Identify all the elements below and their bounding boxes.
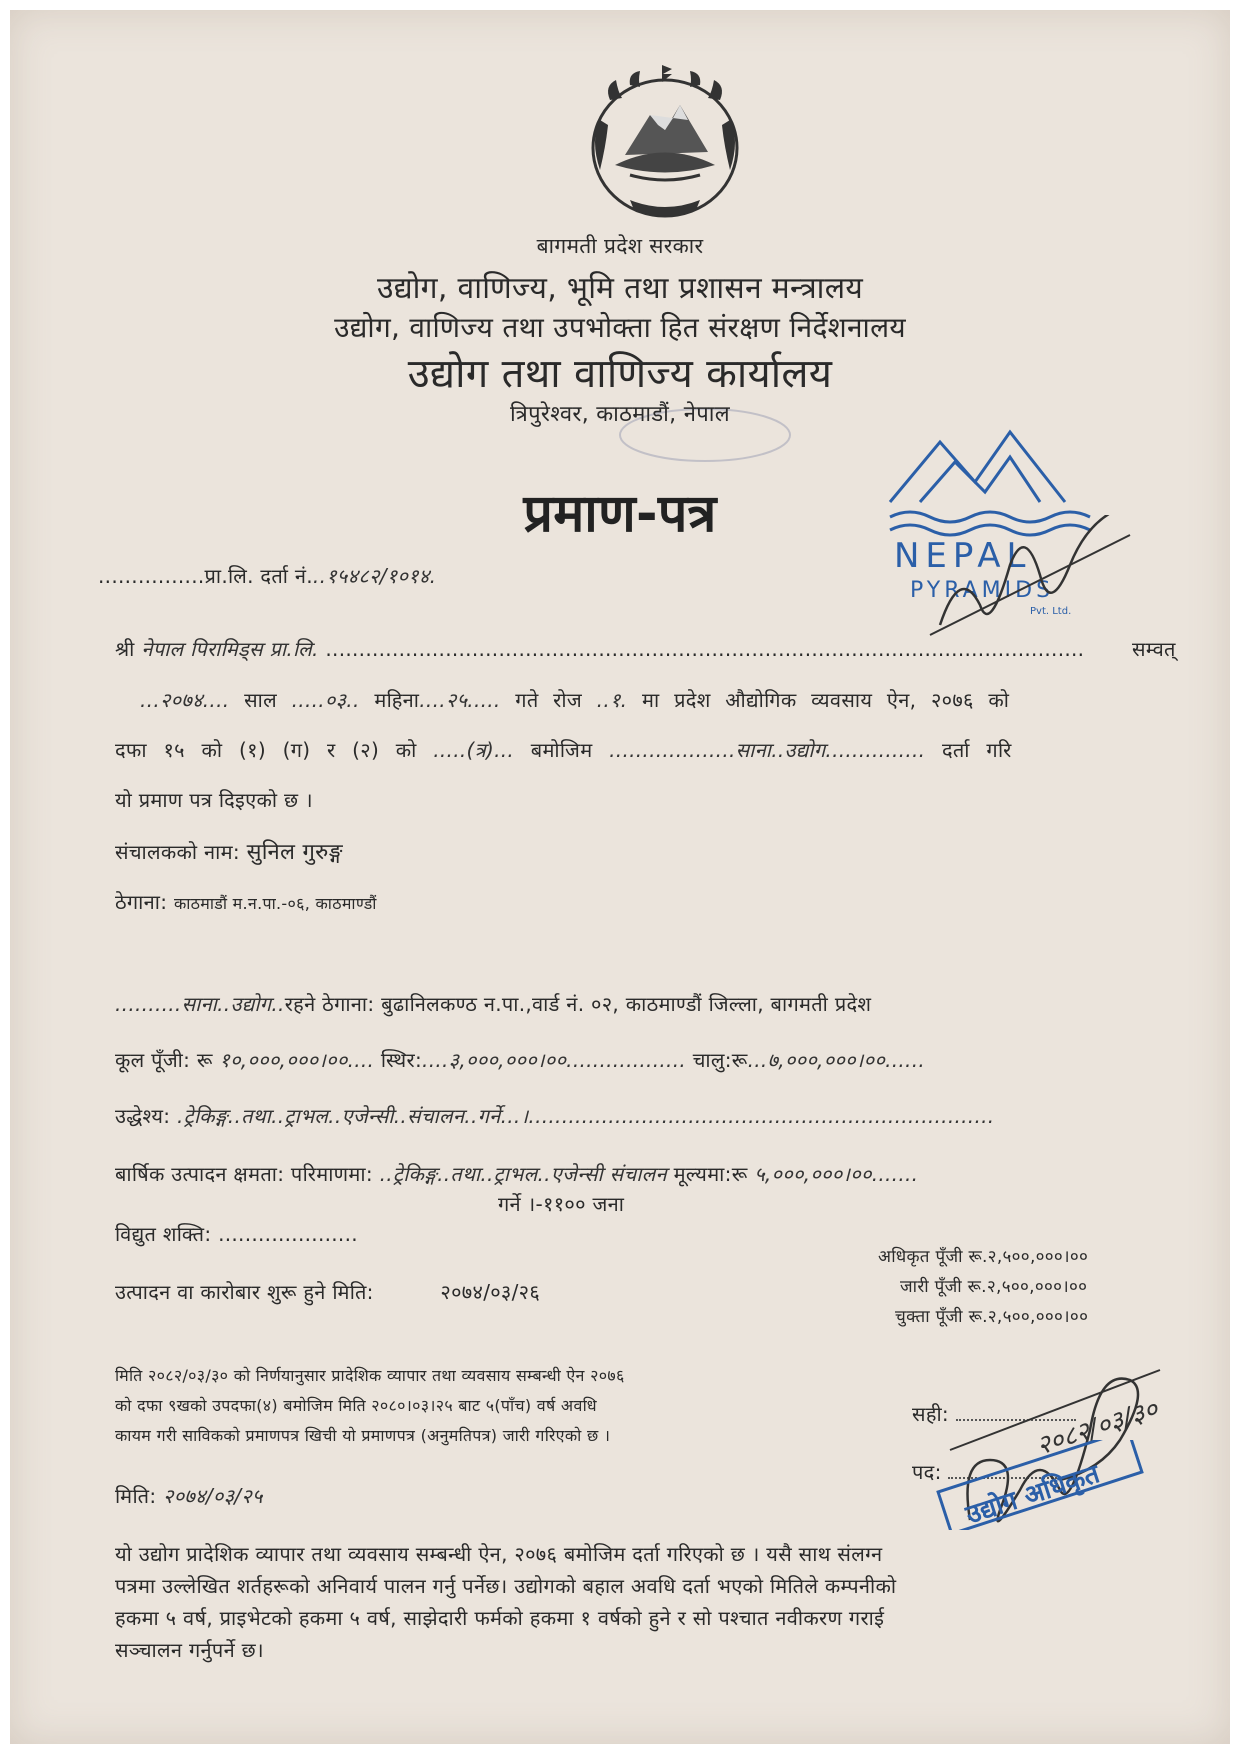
bamojim-label: बमोजिम bbox=[530, 738, 593, 762]
company-logo-subname: PYRAMIDS bbox=[910, 578, 1055, 603]
industry-address-prefix: ..........साना..उद्योग.. bbox=[115, 992, 285, 1016]
company-line bbox=[115, 635, 1084, 662]
total-capital-label: कूल पूँजी: रू bbox=[115, 1048, 213, 1072]
issue-date-line bbox=[115, 1482, 263, 1509]
worth-label: मूल्यमा:रू bbox=[673, 1162, 748, 1186]
objective-line bbox=[115, 1102, 994, 1129]
nepal-emblem-icon bbox=[570, 60, 760, 230]
total-capital-value: १०,०००,०००।००.... bbox=[219, 1048, 375, 1072]
director-address-value: काठमाडौं म.न.पा.-०६, काठमाण्डौं bbox=[173, 894, 377, 913]
footer-line-4: सञ्चालन गर्नुपर्ने छ। bbox=[115, 1638, 264, 1662]
mahina-label: महिना bbox=[374, 688, 420, 712]
electricity-label: विद्युत शक्ति: bbox=[115, 1222, 212, 1246]
issue-date-value: २०७४/०३/२५ bbox=[163, 1484, 263, 1508]
year-value: ...२०७४.... bbox=[140, 688, 230, 712]
fixed-capital-value: ....३,०००,०००।००.................. bbox=[422, 1048, 687, 1072]
registration-number: ..१५४८२/१०१४. bbox=[312, 564, 437, 588]
director-address-line bbox=[115, 888, 377, 915]
start-date-line bbox=[115, 1278, 540, 1305]
issued-capital: जारी पूँजी रू.२,५००,०००।०० bbox=[900, 1277, 1088, 1297]
registration-line bbox=[98, 562, 436, 589]
authorized-capital: अधिकृत पूँजी रू.२,५००,०००।०० bbox=[878, 1247, 1089, 1267]
industry-address-line bbox=[115, 990, 871, 1017]
upper-signature bbox=[920, 515, 1150, 645]
designation-label: पद: bbox=[912, 1460, 942, 1484]
start-date-value: २०७४/०३/२६ bbox=[440, 1280, 541, 1304]
fixed-capital-label: स्थिर: bbox=[380, 1048, 423, 1072]
registered-label: दर्ता गरि bbox=[941, 738, 1012, 762]
worth-value: ५,०००,०००।००....... bbox=[754, 1162, 919, 1186]
company-logo-name: NEPAL bbox=[894, 536, 1032, 576]
issue-date-label: मिति: bbox=[115, 1484, 157, 1508]
director-label: संचालकको नाम: bbox=[115, 840, 240, 864]
footer-line-3: हकमा ५ वर्ष, प्राइभेटको हकमा ५ वर्ष, साझेदारी फर्मको हकमा १ वर्षको हुने र सो पश्चात नवीकरण गराई bbox=[115, 1606, 885, 1630]
annual-capacity-value-2: गर्ने ।-११०० जना bbox=[498, 1192, 625, 1216]
registration-prefix: ................ bbox=[98, 564, 205, 588]
office-name: उद्योग तथा वाणिज्य कार्यालय bbox=[407, 351, 833, 397]
director-address-label: ठेगाना: bbox=[115, 890, 168, 914]
electricity-value: ..................... bbox=[218, 1222, 358, 1246]
registration-label: प्रा.लि. दर्ता नं. bbox=[204, 564, 313, 588]
current-capital-label: चालु:रू bbox=[692, 1048, 748, 1072]
objective-value: .ट्रेकिङ्ग..तथा..ट्राभल..एजेन्सी..संचालन..गर्ने...।...................................................................... bbox=[176, 1104, 995, 1128]
office-officer-stamp bbox=[930, 1440, 1170, 1530]
samvat-label: सम्वत् bbox=[1132, 637, 1176, 661]
weekday-value: ..१. bbox=[596, 688, 628, 712]
section-line bbox=[115, 736, 1012, 763]
act-text: मा प्रदेश औद्योगिक व्यवसाय ऐन, २०७६ को bbox=[642, 688, 1010, 712]
shree-label: श्री bbox=[115, 637, 135, 661]
director-line bbox=[115, 836, 343, 866]
renewal-note-2: को दफा ९खको उपदफा(४) बमोजिम मिति २०८०।०३।२५ बाट ५(पाँच) वर्ष अवधि bbox=[115, 1396, 597, 1415]
renewal-note-3: कायम गरी साविकको प्रमाणपत्र खिची यो प्रमाणपत्र (अनुमतिपत्र) जारी गरिएको छ । bbox=[115, 1426, 611, 1445]
date-line bbox=[140, 686, 1009, 713]
footer-line-1: यो उद्योग प्रादेशिक व्यापार तथा व्यवसाय सम्बन्धी ऐन, २०७६ बमोजिम दर्ता गरिएको छ । यसै साथ संलग्न bbox=[115, 1542, 883, 1566]
certificate-given: यो प्रमाण पत्र दिइएको छ । bbox=[115, 788, 313, 812]
certificate-title: प्रमाण-पत्र bbox=[523, 484, 717, 544]
company-name: नेपाल पिरामिड्स प्रा.लि. bbox=[141, 637, 319, 661]
renewal-note-1: मिति २०८२/०३/३० को निर्णयानुसार प्रादेशिक व्यापार तथा व्यवसाय सम्बन्धी ऐन २०७६ bbox=[115, 1366, 625, 1385]
ministry-name: उद्योग, वाणिज्य, भूमि तथा प्रशासन मन्त्रालय bbox=[376, 271, 864, 306]
capital-line bbox=[115, 1046, 925, 1073]
day-value: ....२५..... bbox=[419, 688, 501, 712]
company-dots: .................................................................................................................. bbox=[325, 637, 1085, 661]
annual-capacity-line bbox=[115, 1160, 918, 1187]
office-stamp-text: उद्योग अधिकृत bbox=[962, 1459, 1104, 1530]
section-fill: .....(त्र)... bbox=[433, 738, 515, 762]
annual-capacity-value: ..ट्रेकिङ्ग..तथा..ट्राभल..एजेन्सी संचालन bbox=[379, 1162, 667, 1186]
gate-roj-label: गते रोज bbox=[515, 688, 582, 712]
industry-address-label: रहने ठेगाना: bbox=[284, 992, 375, 1016]
electricity-line bbox=[115, 1220, 358, 1247]
company-logo-suffix: Pvt. Ltd. bbox=[1030, 606, 1072, 617]
footer-line-2: पत्रमा उल्लेखित शर्तहरूको अनिवार्य पालन गर्नु पर्नेछ। उद्योगको बहाल अवधि दर्ता भएको मितिले कम्पनीको bbox=[115, 1574, 897, 1598]
objective-label: उद्धेश्य: bbox=[115, 1104, 171, 1128]
saal-label: साल bbox=[244, 688, 277, 712]
signature-date: २०८२/०३/३० bbox=[1032, 1394, 1162, 1462]
directorate-name: उद्योग, वाणिज्य तथा उपभोक्ता हित संरक्षण निर्देशनालय bbox=[334, 311, 906, 344]
industry-type: ...................साना..उद्योग............... bbox=[609, 738, 926, 762]
annual-capacity-label: बार्षिक उत्पादन क्षमता: परिमाणमा: bbox=[115, 1162, 373, 1186]
government-name: बागमती प्रदेश सरकार bbox=[536, 234, 704, 258]
industry-address-value: बुढानिलकण्ठ न.पा.,वार्ड नं. ०२, काठमाण्डौं जिल्ला, बागमती प्रदेश bbox=[381, 992, 872, 1016]
section-text: दफा १५ को (१) (ग) र (२) को bbox=[115, 738, 417, 762]
month-value: .....०३.. bbox=[291, 688, 360, 712]
director-name: सुनिल गुरुङ्ग bbox=[246, 840, 343, 865]
office-address: त्रिपुरेश्वर, काठमाडौं, नेपाल bbox=[509, 402, 730, 427]
certificate-page bbox=[10, 10, 1230, 1744]
start-date-label: उत्पादन वा कारोबार शुरू हुने मिति: bbox=[115, 1280, 374, 1304]
paid-capital: चुक्ता पूँजी रू.२,५००,०००।०० bbox=[895, 1307, 1089, 1327]
sign-label: सही: bbox=[912, 1402, 949, 1426]
current-capital-value: ...७,०००,०००।००...... bbox=[747, 1048, 926, 1072]
